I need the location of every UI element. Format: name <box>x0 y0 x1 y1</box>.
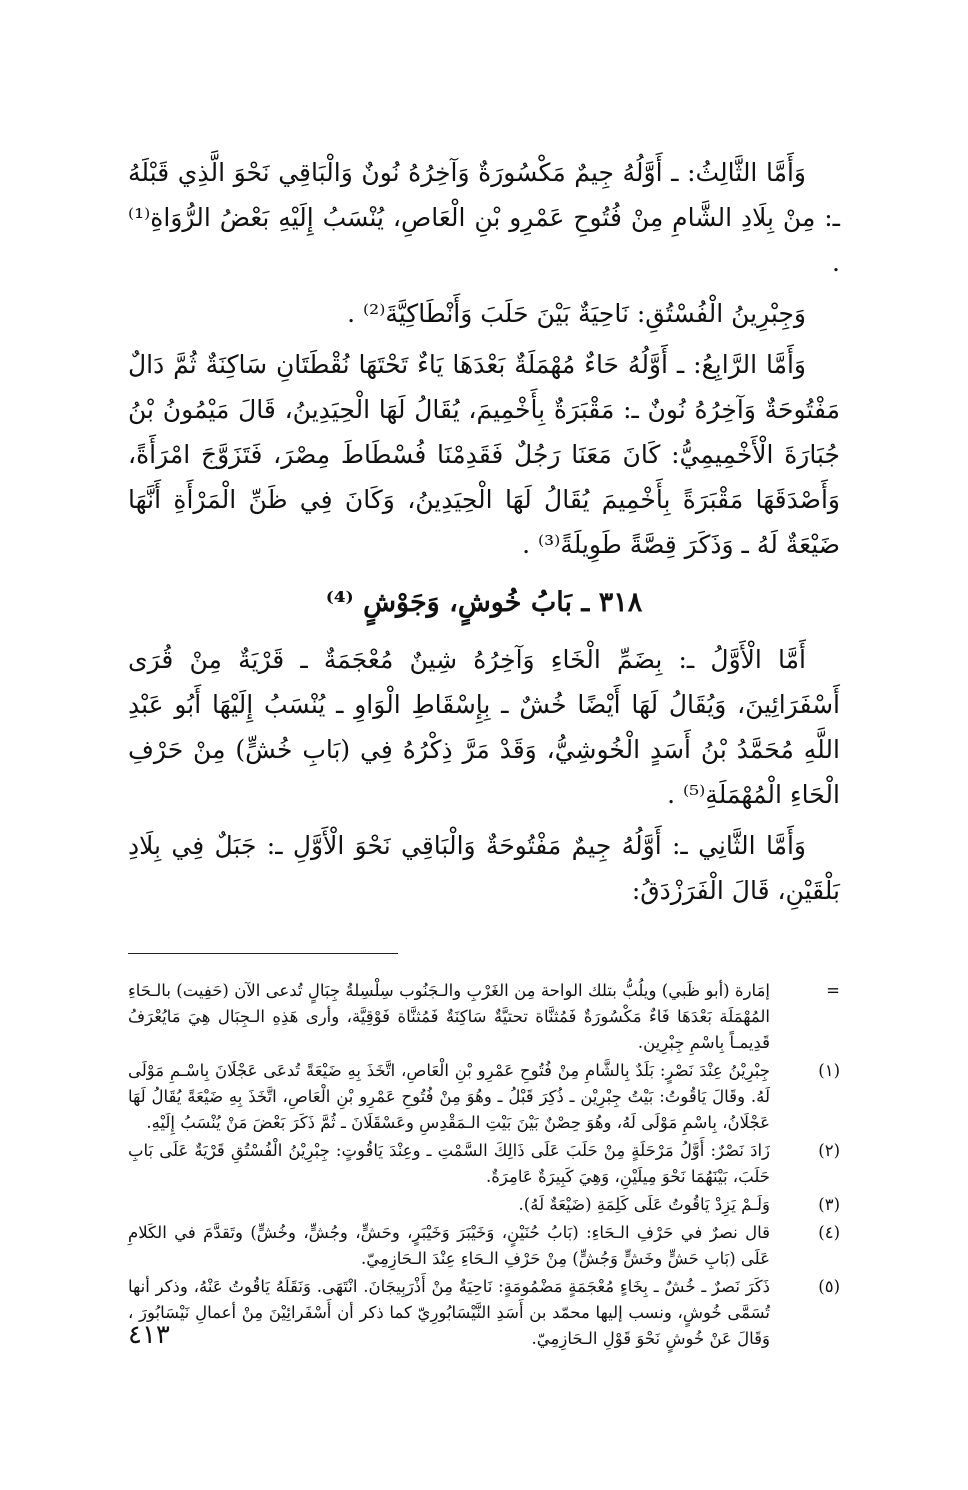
footnote-text: قال نصرٌ في حَرْفِ الـحَاءِ: (بَابُ حُنَيْنٍ، وَخَيْبَرَ وَخَيْبَرٍ، وحَشٍّ، وجُشٍّ، وخُشٍّ) وتَقدَّمَ في الكَلامِ عَلَى (بَابِ حَشٍّ وخَشٍّ وَجُشٍّ) مِنْ حَرْفِ الـحَاءِ عِنْدَ الـحَازِمِيّ. <box>128 1223 770 1268</box>
footnote-number: (١) <box>818 1061 840 1080</box>
footnote-number: (٣) <box>818 1195 840 1214</box>
footnote-number: (٢) <box>818 1141 840 1160</box>
footnote-text: إمَارة (أبو ظَبي) ويلُبُّ بتلك الواحة مِن الغَرْبِ والـجَنُوب سِلْسِلةُ جِبَالٍ تُدعى الآن (حَفِيت) بالـحَاءِ المُهْمَلَة بَعْدَهَا فَاءٌ مَكْسُورَةٌ فَمُثنَّاة تحتيَّةٌ سَاكِنَةٌ فَمُثنَّاة فَوْقِيَّة، وأرى هَذِهِ الـجِبَال هِيَ مَايُعْرَفُ قَدِيمـاً بِاسْمِ جِبْرِين. <box>128 981 770 1052</box>
footnote-item <box>128 978 840 1056</box>
page-number: ٤١٣ <box>128 1320 170 1350</box>
footnotes <box>128 978 840 1352</box>
footnote-item <box>128 1138 840 1190</box>
section-heading: ٣١٨ ـ بَابُ خُوشٍ، وَجَوْشٍ ⁽⁴⁾ <box>325 587 643 618</box>
footnote-number: (٤) <box>818 1223 840 1242</box>
footnote-text: ذَكَرَ نَصرٌ ـ خُشٌ ـ بِخَاءٍ مُعْجَمَةٍ مَضْمُومَةٍ: نَاحِيَةٌ مِنْ أَذْرَبِيجَانَ. انْتَهَى. وَنَقَلَهُ يَاقُوتُ عَنْهُ، وذكر أنها تُسَمَّى خُوشٍ، ونسب إليها محمّد بن أَسَدِ النَّيْسَابُورِيّ كما ذكر أن أَسْفَرائِيْنَ مِنْ أعمالِ نَيْسَابُورَ ، وَقَالَ عَنْ خُوشٍ نَحْوَ قَوْلِ الـحَازِمِيّ. <box>128 1277 770 1348</box>
footnote-text: جِبْرِيْنُ عِنْدَ نَصْرٍ: بَلَدٌ بِالشَّامِ مِنْ فُتُوحِ عَمْرِو بْنِ الْعَاصِ، اتَّخَذَ بِهِ ضَيْعَةً تُدعَى عَجْلَانَ بِاسْـمِ مَوْلَى لَهُ. وقَالَ يَاقُوتُ: بَيْتُ جِبْرِيْن ـ ذُكِرَ قَبْلُ ـ وهُوَ مِنْ فُتُوحِ عَمْرِو بْنِ الْعَاصِ، اتَّخَذَ بِهِ ضَيْعَةً يُقَالُ لَهَا عَجْلَانُ، بِاسْمِ مَوْلَى لَهُ، وهُوَ حِصْنٌ بَيْنَ بَيْتِ الـمَقْدِسِ وعَسْقَلَانَ ـ ثُمَّ ذَكَرَ بَعْضَ مَنْ يُنْسَبُ إِلَيْهِ. <box>128 1061 770 1132</box>
paragraph-first-khush: أَمَّا الْأَوَّلُ ـ: بِضَمِّ الْخَاءِ وَآخِرُهُ شِينٌ مُعْجَمَةٌ ـ قَرْيَةٌ مِنْ قُرَى أَسْفَرَائِينَ، وَيُقَالُ لَهَا أَيْضًا خُشٌ ـ بِإِسْقَاطِ الْوَاوِ ـ يُنْسَبُ إِلَيْهَا أَبُو عَبْدِ اللَّهِ مُحَمَّدُ بْنُ أَسَدٍ الْخُوشِيُّ، وَقَدْ مَرَّ ذِكْرُهُ فِي (بَابِ خُشٍّ) مِنْ حَرْفِ الْحَاءِ الْمُهْمَلَةِ⁽⁵⁾ . <box>128 645 840 809</box>
footnote-text: زَادَ نَصْرٌ: أَوَّلُ مَرْحَلَةٍ مِنْ حَلَبَ عَلَى ذَالِكَ السَّمْتِ ـ وعِنْدَ يَاقُوتٍ: جِبْرِيْنُ الْفُسْتُقِ قَرْيَةٌ عَلَى بَابِ حَلَبَ، بَيْنَهُمَا نَحْوَ مِيلَيْنِ، وَهِيَ كَبِيرَةٌ عَامِرَةٌ. <box>128 1141 770 1186</box>
footnote-item <box>128 1058 840 1136</box>
paragraph-second-jawsh: وَأَمَّا الثَّانِي ـ: أَوَّلُهُ جِيمٌ مَفْتُوحَةٌ وَالْبَاقِي نَحْوَ الْأَوَّلِ ـ: جَبَلٌ فِي بِلَادِ بَلْقَيْنِ، قَالَ الْفَرَزْدَقُ: <box>128 831 840 905</box>
footnote-item <box>128 1192 840 1218</box>
footnote-separator <box>128 953 398 954</box>
footnote-item <box>128 1220 840 1272</box>
footnote-text: وَلَـمْ يَزِدْ يَاقُوتُ عَلَى كَلِمَةِ (ضَيْعَةٌ لَهُ). <box>518 1195 770 1214</box>
footnote-number: (٥) <box>818 1277 840 1296</box>
footnote-item <box>128 1274 840 1352</box>
main-text <box>128 150 840 913</box>
paragraph-fourth: وَأَمَّا الرَّابِعُ: ـ أَوَّلُهُ حَاءٌ مُهْمَلَةٌ بَعْدَهَا يَاءٌ تَحْتَهَا نُقْطَتَانِ سَاكِنَةٌ ثُمَّ دَالٌ مَفْتُوحَةٌ وَآخِرُهُ نُونٌ ـ: مَقْبَرَةٌ بِأَخْمِيمَ، يُقَالُ لَهَا الْحِيَدِينُ، قَالَ مَيْمُونُ بْنُ جُبَارَةَ الْأَخْمِيمِيُّ: كَانَ مَعَنَا رَجُلٌ فَقَدِمْنَا فُسْطَاطَ مِصْرَ، فَتَزَوَّجَ امْرَأَةً، وَأَصْدَقَهَا مَقْبَرَةً بِأَخْمِيمَ يُقَالُ لَهَا الْحِيَدِينُ، وَكَانَ فِي ظَنِّ الْمَرْأَةِ أَنَّهَا ضَيْعَةٌ لَهُ ـ وَذَكَرَ قِصَّةً طَوِيلَةً⁽³⁾ . <box>128 350 840 559</box>
footnote-number: = <box>826 981 840 1000</box>
paragraph-third: وَأَمَّا الثَّالِثُ: ـ أَوَّلُهُ جِيمٌ مَكْسُورَةٌ وَآخِرُهُ نُونٌ وَالْبَاقِي نَحْوَ الَّذِي قَبْلَهُ ـ: مِنْ بِلَادِ الشَّامِ مِنْ فُتُوحِ عَمْرِو بْنِ الْعَاصِ، يُنْسَبُ إِلَيْهِ بَعْضُ الرُّوَاةِ⁽¹⁾ . <box>128 158 840 277</box>
paragraph-jibrin-fustuq: وَجِبْرِينُ الْفُسْتُقِ: نَاحِيَةٌ بَيْنَ حَلَبَ وَأَنْطَاكِيَّةَ⁽²⁾ . <box>347 299 806 328</box>
